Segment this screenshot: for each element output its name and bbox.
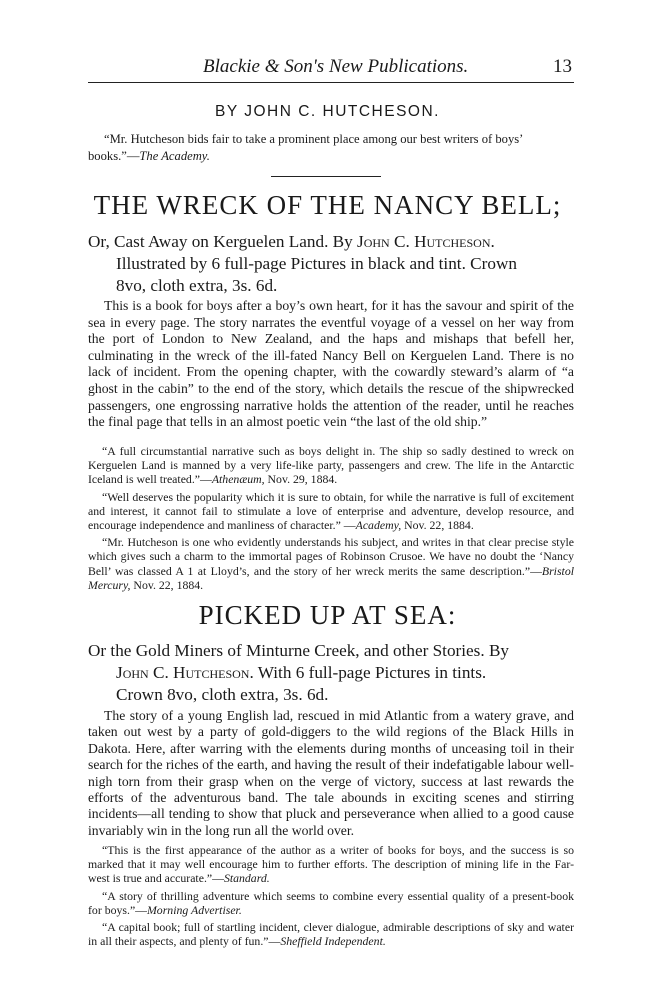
book2-author: John C. Hutcheson. (116, 663, 254, 682)
author-quote-text: “Mr. Hutcheson bids fair to take a prominent place among our best writers of boys’ books.”— (88, 132, 523, 163)
review-text: “Mr. Hutcheson is one who evidently understands his subject, and writes in that clear precise style which gives such a charm to the immortal pages of Robinson Crusoe. We have no doubt the ‘Nancy Bell’ was classed A 1 at Lloyd’s, and the story of her wreck merits the same description.”— (88, 535, 574, 578)
review (88, 889, 574, 917)
book2-description: The story of a young English lad, rescued in mid Atlantic from a watery grave, and taken out west by a party of gold-diggers to the wild regions of the Black Hills in Dakota. Here, after warring with the elements during months of unceasing toil in their search for the riches of the earth, and having the result of their indefatigable labour well-nigh torn from their grasp when on the verge of victory, success at last rewards the efforts of the adventurous band. The tale abounds in exciting scenes and stirring incidents—all tending to show that pluck and perseverance when allied to a good cause invariably win in the long run all the world over. (88, 708, 574, 838)
review-source: Standard. (223, 871, 270, 886)
review (88, 843, 574, 886)
book1-subtitle-line3: 8vo, cloth extra, 3s. 6d. (116, 276, 278, 295)
book1-reviews (88, 444, 574, 595)
book1-subtitle (88, 231, 574, 297)
page-header (88, 52, 574, 83)
book1-subtitle-line2: Illustrated by 6 full-page Pictures in black and tint. Crown (116, 254, 517, 273)
running-title: Blackie & Son's New Publications. (203, 56, 469, 77)
book2-reviews (88, 843, 574, 951)
review (88, 444, 574, 487)
author-quote (88, 131, 574, 165)
author-heading: BY JOHN C. HUTCHESON. (215, 103, 440, 120)
review-date: Nov. 22, 1884. (401, 518, 474, 533)
review (88, 535, 574, 592)
book2-subtitle-line3: Crown 8vo, cloth extra, 3s. 6d. (116, 685, 329, 704)
author-quote-source: The Academy. (139, 149, 210, 163)
book1-author: John C. Hutcheson. (357, 232, 495, 251)
section-divider (271, 176, 381, 177)
review-text: “A capital book; full of startling incident, clever dialogue, admirable descriptions of sky and water in all their aspects, and plenty of fun.”— (88, 920, 574, 949)
book1-subtitle-line1: Or, Cast Away on Kerguelen Land. By (88, 232, 358, 251)
review-text: “Well deserves the popularity which it is sure to obtain, for while the narrative is full of excitement and interest, it cannot fail to stimulate a love of enterprise and adventure, develop resource, and encourage independence and manliness of character.” — (88, 489, 574, 533)
review-source: Morning Advertiser. (146, 902, 242, 917)
review (88, 920, 574, 948)
book2-subtitle-line2: With 6 full-page Pictures in tints. (253, 663, 487, 682)
page-number: 13 (553, 56, 572, 77)
book2-subtitle (88, 640, 574, 706)
review-source: Sheffield Independent. (280, 934, 386, 949)
review-source: Athenæum, (211, 472, 265, 487)
book1-description: This is a book for boys after a boy’s own heart, for it has the savour and spirit of the sea in every page. The story narrates the eventful voyage of a vessel on her way from the port of London to New Zealand, and the haps and mishaps that befell her, culminating in the wreck of the ill-fated Nancy Bell on Kerguelen Land. There is no lack of incident. From the opening chapter, with the cowardly steward’s alarm of “a ghost in the cabin” to the end of the story, which details the rescue of the shipwrecked passengers, one engrossing narrative holds the attention of the reader, until he reaches the final page that tells in an almost poetic vein “the last of the old ship.” (88, 298, 574, 430)
review (88, 490, 574, 533)
review-source: Bristol Mercury, (88, 563, 574, 592)
review-text: “This is the first appearance of the author as a writer of books for boys, and the success is so marked that it may well encourage him to further efforts. The description of mining life in the Far-west is true and accurate.”— (88, 843, 574, 886)
review-date: Nov. 22, 1884. (130, 577, 204, 592)
book2-subtitle-line1: Or the Gold Miners of Minturne Creek, and other Stories. By (88, 641, 510, 660)
review-text: “A story of thrilling adventure which seems to combine every essential quality of a present-book for boys.”— (88, 888, 574, 917)
review-source: Academy, (355, 518, 402, 533)
book1-title: THE WRECK OF THE NANCY BELL; (93, 190, 562, 220)
review-text: “A full circumstantial narrative such as boys delight in. The ship so sadly destined to wreck on Kerguelen Land is manned by a very life-like party, passengers and crew. The life in the Antarctic Iceland is well treated.”— (88, 444, 574, 487)
review-date: Nov. 29, 1884. (264, 472, 338, 487)
book2-title: PICKED UP AT SEA: (198, 600, 457, 630)
